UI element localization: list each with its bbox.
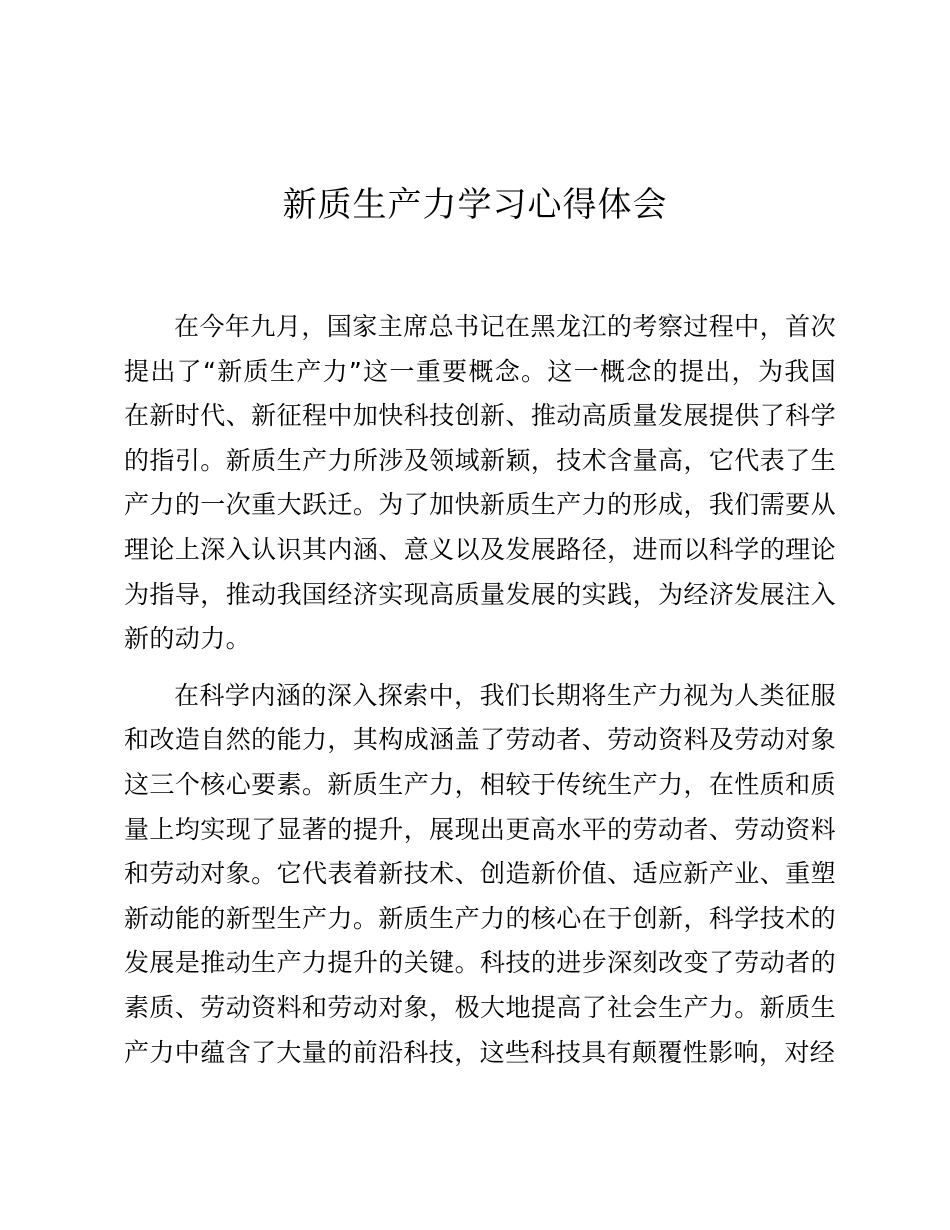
document-title: 新质生产力学习心得体会 [282,185,668,225]
paragraph-2: 在科学内涵的深入探索中，我们长期将生产力视为人类征服和改造自然的能力，其构成涵盖了劳动者、劳动资料及劳动对象这三个核心要素。新质生产力，相较于传统生产力，在性质和质量上均实现了显著的提升，展现出更高水平的劳动者、劳动资料和劳动对象。它代表着新技术、创造新价值、适应新产业、重塑新动能的新型生产力。新质生产力的核心在于创新，科学技术的发展是推动生产力提升的关键。科技的进步深刻改变了劳动者的素质、劳动资料和劳动对象，极大地提高了社会生产力。新质生产力中蕴含了大量的前沿科技，这些科技具有颠覆性影响，对经 [124,680,836,1067]
document-body [124,305,836,1087]
paragraph-1: 在今年九月，国家主席总书记在黑龙江的考察过程中，首次提出了“新质生产力”这一重要概念。这一概念的提出，为我国在新时代、新征程中加快科技创新、推动高质量发展提供了科学的指引。新质生产力所涉及领域新颖，技术含量高，它代表了生产力的一次重大跃迁。为了加快新质生产力的形成，我们需要从理论上深入认识其内涵、意义以及发展路径，进而以科学的理论为指导，推动我国经济实现高质量发展的实践，为经济发展注入新的动力。 [124,312,836,654]
